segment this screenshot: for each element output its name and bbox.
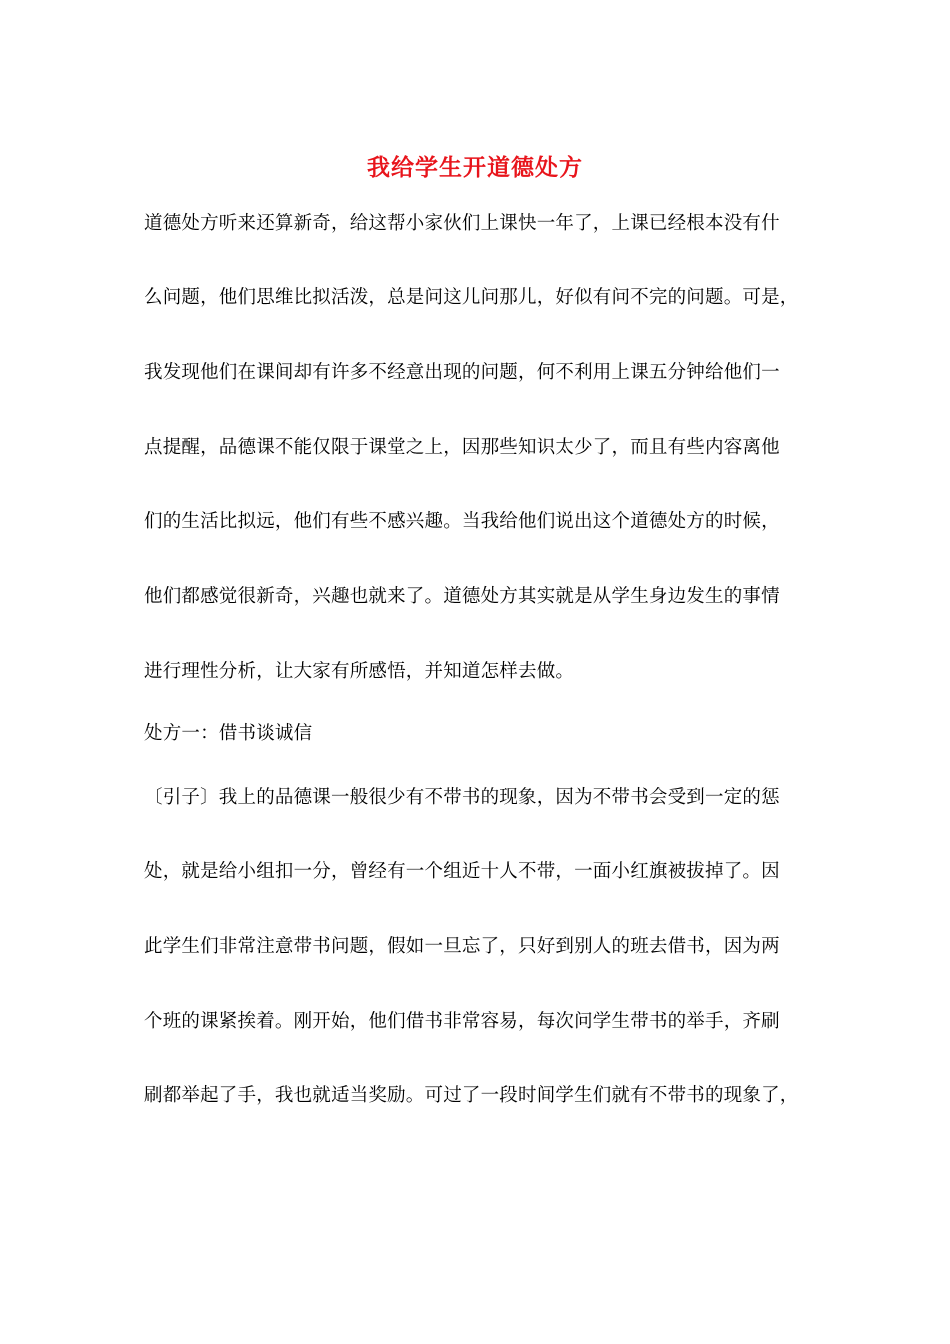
paragraph-line: 道德处方听来还算新奇，给这帮小家伙们上课快一年了，上课已经根本没有什 <box>144 213 780 234</box>
paragraph-line: 刷都举起了手，我也就适当奖励。可过了一段时间学生们就有不带书的现象了， <box>144 1085 799 1106</box>
paragraph-line: 个班的课紧挨着。刚开始，他们借书非常容易，每次问学生带书的举手，齐刷 <box>144 1011 780 1032</box>
section-heading: 处方一：借书谈诚信 <box>144 723 313 744</box>
paragraph-line: 此学生们非常注意带书问题，假如一旦忘了，只好到别人的班去借书，因为两 <box>144 936 780 957</box>
paragraph-line: 处，就是给小组扣一分，曾经有一个组近十人不带，一面小红旗被拔掉了。因 <box>144 861 780 882</box>
paragraph-line: 〔引子〕我上的品德课一般很少有不带书的现象，因为不带书会受到一定的惩 <box>144 787 780 808</box>
paragraph-line: 进行理性分析，让大家有所感悟，并知道怎样去做。 <box>144 661 575 682</box>
document-title: 我给学生开道德处方 <box>367 154 583 181</box>
paragraph-line: 他们都感觉很新奇，兴趣也就来了。道德处方其实就是从学生身边发生的事情 <box>144 586 780 607</box>
paragraph-line: 么问题，他们思维比拟活泼，总是问这儿问那儿，好似有问不完的问题。可是， <box>144 287 799 308</box>
paragraph-line: 我发现他们在课间却有许多不经意出现的问题，何不利用上课五分钟给他们一 <box>144 362 780 383</box>
paragraph-line: 点提醒，品德课不能仅限于课堂之上，因那些知识太少了，而且有些内容离他 <box>144 437 780 458</box>
paragraph-line: 们的生活比拟远，他们有些不感兴趣。当我给他们说出这个道德处方的时候， <box>144 511 780 532</box>
